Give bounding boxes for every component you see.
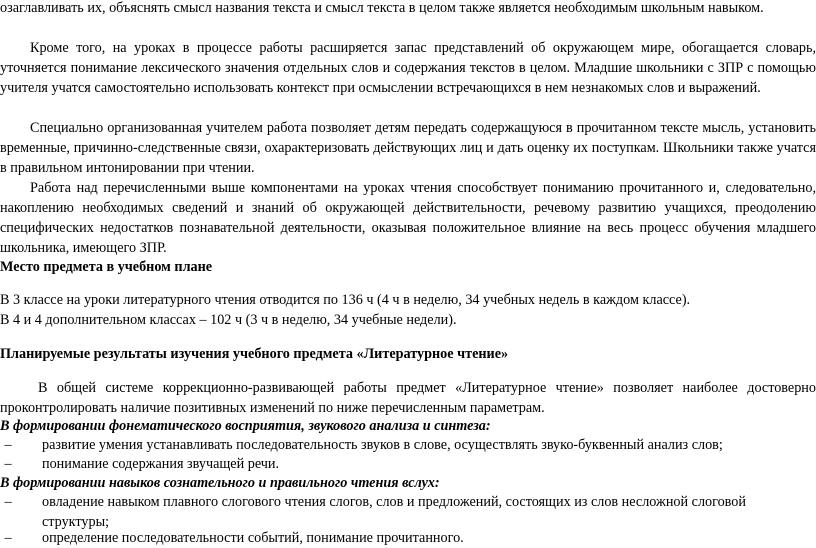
list-item (0, 492, 816, 532)
hours-grade-4: В 4 и 4 дополнительном классах – 102 ч (3 ч в неделю, 34 учебные недели). (0, 312, 457, 328)
list-item (0, 435, 816, 455)
list-item-text: понимание содержания звучащей речи. (42, 456, 280, 472)
list-item (0, 454, 816, 474)
paragraph-organized-work: Специально организованная учителем работа позволяет детям передать содержащуюся в прочитанном тексте мысль, установить временные, причинно-следственные связи, охарактеризовать действующих лиц и дать оценку их поступкам. Школьники также учатся в правильном интонировании при чтении. (0, 120, 816, 176)
list-dash: – (4, 494, 12, 510)
paragraph-vocabulary: Кроме того, на уроках в процессе работы расширяется запас представлений об окружающем мире, обогащается словарь, уточняется понимание лексического значения отдельных слов и содержания текстов в целом. Младшие школьники с ЗПР с помощью учителя учатся самостоятельно использовать контекст при осмыслении встречающихся в нем незнакомых слов и выражений. (0, 40, 816, 96)
list-item-text: овладение навыком плавного слогового чтения слогов, слов и предложений, состоящих из слов несложной слоговой структуры; (42, 494, 746, 530)
section-heading-planned-results: Планируемые результаты изучения учебного предмета «Литературное чтение» (0, 346, 509, 362)
list-item-text: развитие умения устанавливать последовательность звуков в слове, осуществлять звуко-буквенный анализ слов; (42, 437, 723, 453)
paragraph-results-intro: В общей системе коррекционно-развивающей работы предмет «Литературное чтение» позволяет наиболее достоверно проконтролировать наличие позитивных изменений по ниже перечисленным параметрам. (0, 380, 816, 416)
list-dash: – (4, 437, 12, 453)
list-item (0, 528, 816, 548)
list-item-text: определение последовательности событий, понимание прочитанного. (42, 530, 464, 546)
paragraph-title-meaning: озаглавливать их, объяснять смысл названия текста и смысл текста в целом также является необходимым школьным навыком. (0, 0, 764, 16)
paragraph-components: Работа над перечисленными выше компонентами на уроках чтения способствует пониманию прочитанного и, следовательно, накоплению необходимых сведений и знаний об окружающей действительности, речевому развитию учащихся, преодолению специфических недостатков познавательной деятельности, оказывая положительное влияние на весь процесс обучения младшего школьника, имеющего ЗПР. (0, 180, 816, 256)
section-heading-curriculum-place: Место предмета в учебном плане (0, 259, 213, 275)
list-dash: – (4, 530, 12, 546)
hours-grade-3: В 3 классе на уроки литературного чтения отводится по 136 ч (4 ч в неделю, 34 учебных недель в каждом классе). (0, 292, 691, 308)
subheading-phonemic-perception: В формировании фонематического восприятия, звукового анализа и синтеза: (0, 418, 491, 434)
subheading-reading-skills: В формировании навыков сознательного и правильного чтения вслух: (0, 475, 440, 491)
list-dash: – (4, 456, 12, 472)
